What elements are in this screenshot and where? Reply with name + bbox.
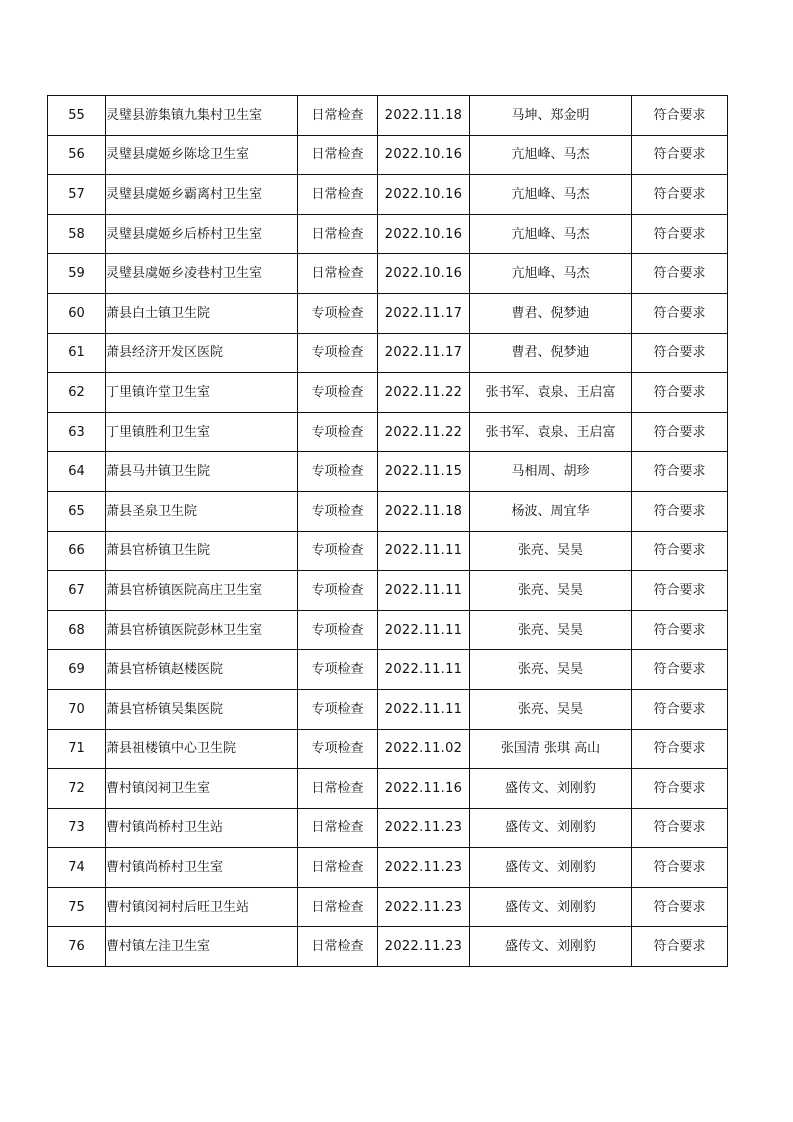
institution-name-cell: 萧县经济开发区医院 [106, 333, 298, 373]
row-number-cell: 58 [48, 214, 106, 254]
table-body [48, 96, 728, 967]
institution-name-cell: 曹村镇左洼卫生室 [106, 927, 298, 967]
inspection-result-cell: 符合要求 [632, 175, 728, 215]
inspection-result-cell: 符合要求 [632, 808, 728, 848]
inspection-date-cell: 2022.10.16 [378, 214, 470, 254]
institution-name-cell: 萧县官桥镇医院彭林卫生室 [106, 610, 298, 650]
row-number-cell: 66 [48, 531, 106, 571]
institution-name-cell: 灵璧县游集镇九集村卫生室 [106, 96, 298, 136]
inspection-date-cell: 2022.11.15 [378, 452, 470, 492]
inspection-type-cell: 日常检查 [298, 175, 378, 215]
inspection-type-cell: 专项检查 [298, 293, 378, 333]
table-row [48, 373, 728, 413]
inspection-result-cell: 符合要求 [632, 650, 728, 690]
inspection-result-cell: 符合要求 [632, 848, 728, 888]
inspectors-cell: 盛传文、刘刚豹 [470, 848, 632, 888]
institution-name-cell: 萧县祖楼镇中心卫生院 [106, 729, 298, 769]
institution-name-cell: 曹村镇尚桥村卫生站 [106, 808, 298, 848]
inspection-result-cell: 符合要求 [632, 333, 728, 373]
row-number-cell: 56 [48, 135, 106, 175]
institution-name-cell: 灵璧县虞姬乡凌巷村卫生室 [106, 254, 298, 294]
table-row [48, 808, 728, 848]
inspection-date-cell: 2022.11.23 [378, 887, 470, 927]
inspectors-cell: 曹君、倪梦迪 [470, 293, 632, 333]
institution-name-cell: 曹村镇尚桥村卫生室 [106, 848, 298, 888]
row-number-cell: 70 [48, 689, 106, 729]
inspection-date-cell: 2022.11.11 [378, 610, 470, 650]
table-row [48, 650, 728, 690]
inspection-result-cell: 符合要求 [632, 214, 728, 254]
inspection-type-cell: 专项检查 [298, 412, 378, 452]
row-number-cell: 74 [48, 848, 106, 888]
row-number-cell: 68 [48, 610, 106, 650]
table-row [48, 293, 728, 333]
inspection-result-cell: 符合要求 [632, 491, 728, 531]
inspectors-cell: 亢旭峰、马杰 [470, 214, 632, 254]
inspectors-cell: 张国清 张琪 高山 [470, 729, 632, 769]
institution-name-cell: 萧县白土镇卫生院 [106, 293, 298, 333]
inspection-type-cell: 专项检查 [298, 610, 378, 650]
row-number-cell: 76 [48, 927, 106, 967]
inspectors-cell: 盛传文、刘刚豹 [470, 769, 632, 809]
inspection-date-cell: 2022.11.23 [378, 927, 470, 967]
inspectors-cell: 盛传文、刘刚豹 [470, 808, 632, 848]
inspection-date-cell: 2022.11.17 [378, 293, 470, 333]
institution-name-cell: 萧县官桥镇医院高庄卫生室 [106, 571, 298, 611]
inspectors-cell: 盛传文、刘刚豹 [470, 887, 632, 927]
table-row [48, 610, 728, 650]
inspection-type-cell: 专项检查 [298, 689, 378, 729]
inspection-type-cell: 日常检查 [298, 887, 378, 927]
row-number-cell: 61 [48, 333, 106, 373]
table-row [48, 175, 728, 215]
inspection-result-cell: 符合要求 [632, 887, 728, 927]
inspection-type-cell: 专项检查 [298, 491, 378, 531]
table-row [48, 769, 728, 809]
row-number-cell: 67 [48, 571, 106, 611]
inspection-type-cell: 专项检查 [298, 333, 378, 373]
inspectors-cell: 亢旭峰、马杰 [470, 135, 632, 175]
inspection-date-cell: 2022.10.16 [378, 254, 470, 294]
table-row [48, 135, 728, 175]
inspection-result-cell: 符合要求 [632, 96, 728, 136]
inspection-table [47, 95, 728, 967]
inspection-type-cell: 日常检查 [298, 808, 378, 848]
institution-name-cell: 灵璧县虞姬乡霸离村卫生室 [106, 175, 298, 215]
inspection-date-cell: 2022.11.16 [378, 769, 470, 809]
inspectors-cell: 亢旭峰、马杰 [470, 254, 632, 294]
inspectors-cell: 张书军、袁泉、王启富 [470, 373, 632, 413]
institution-name-cell: 丁里镇许堂卫生室 [106, 373, 298, 413]
row-number-cell: 59 [48, 254, 106, 294]
inspection-type-cell: 日常检查 [298, 96, 378, 136]
inspection-type-cell: 日常检查 [298, 769, 378, 809]
row-number-cell: 69 [48, 650, 106, 690]
institution-name-cell: 萧县官桥镇卫生院 [106, 531, 298, 571]
inspection-date-cell: 2022.11.22 [378, 373, 470, 413]
inspection-type-cell: 日常检查 [298, 848, 378, 888]
institution-name-cell: 萧县马井镇卫生院 [106, 452, 298, 492]
table-row [48, 729, 728, 769]
table-row [48, 848, 728, 888]
inspection-result-cell: 符合要求 [632, 571, 728, 611]
inspectors-cell: 张亮、吴昊 [470, 610, 632, 650]
inspectors-cell: 亢旭峰、马杰 [470, 175, 632, 215]
institution-name-cell: 灵璧县虞姬乡陈埝卫生室 [106, 135, 298, 175]
institution-name-cell: 萧县圣泉卫生院 [106, 491, 298, 531]
table-row [48, 887, 728, 927]
inspectors-cell: 盛传文、刘刚豹 [470, 927, 632, 967]
table-row [48, 452, 728, 492]
row-number-cell: 64 [48, 452, 106, 492]
table-row [48, 927, 728, 967]
inspection-date-cell: 2022.11.18 [378, 491, 470, 531]
table-row [48, 531, 728, 571]
inspection-result-cell: 符合要求 [632, 293, 728, 333]
institution-name-cell: 丁里镇胜利卫生室 [106, 412, 298, 452]
inspection-date-cell: 2022.10.16 [378, 135, 470, 175]
row-number-cell: 75 [48, 887, 106, 927]
row-number-cell: 62 [48, 373, 106, 413]
table-row [48, 571, 728, 611]
inspection-result-cell: 符合要求 [632, 689, 728, 729]
inspection-date-cell: 2022.11.11 [378, 689, 470, 729]
inspectors-cell: 张亮、吴昊 [470, 689, 632, 729]
inspection-type-cell: 日常检查 [298, 254, 378, 294]
table-row [48, 333, 728, 373]
inspection-type-cell: 日常检查 [298, 135, 378, 175]
inspectors-cell: 张亮、吴昊 [470, 650, 632, 690]
row-number-cell: 71 [48, 729, 106, 769]
inspection-date-cell: 2022.11.18 [378, 96, 470, 136]
inspection-type-cell: 专项检查 [298, 571, 378, 611]
institution-name-cell: 灵璧县虞姬乡后桥村卫生室 [106, 214, 298, 254]
inspection-date-cell: 2022.11.23 [378, 808, 470, 848]
row-number-cell: 73 [48, 808, 106, 848]
row-number-cell: 72 [48, 769, 106, 809]
inspection-result-cell: 符合要求 [632, 135, 728, 175]
institution-name-cell: 萧县官桥镇赵楼医院 [106, 650, 298, 690]
inspectors-cell: 马相周、胡珍 [470, 452, 632, 492]
row-number-cell: 65 [48, 491, 106, 531]
inspection-type-cell: 专项检查 [298, 373, 378, 413]
inspection-date-cell: 2022.11.23 [378, 848, 470, 888]
inspectors-cell: 张书军、袁泉、王启富 [470, 412, 632, 452]
inspection-date-cell: 2022.11.11 [378, 650, 470, 690]
inspection-result-cell: 符合要求 [632, 452, 728, 492]
inspection-date-cell: 2022.11.11 [378, 571, 470, 611]
inspection-type-cell: 专项检查 [298, 531, 378, 571]
table-row [48, 214, 728, 254]
inspectors-cell: 马坤、郑金明 [470, 96, 632, 136]
inspection-result-cell: 符合要求 [632, 927, 728, 967]
inspection-date-cell: 2022.11.17 [378, 333, 470, 373]
table-row [48, 96, 728, 136]
inspectors-cell: 曹君、倪梦迪 [470, 333, 632, 373]
inspection-type-cell: 日常检查 [298, 927, 378, 967]
inspectors-cell: 张亮、吴昊 [470, 571, 632, 611]
inspection-type-cell: 日常检查 [298, 214, 378, 254]
institution-name-cell: 曹村镇闵祠村后旺卫生站 [106, 887, 298, 927]
inspection-result-cell: 符合要求 [632, 729, 728, 769]
row-number-cell: 55 [48, 96, 106, 136]
inspectors-cell: 杨波、周宜华 [470, 491, 632, 531]
institution-name-cell: 萧县官桥镇吴集医院 [106, 689, 298, 729]
row-number-cell: 57 [48, 175, 106, 215]
inspectors-cell: 张亮、吴昊 [470, 531, 632, 571]
inspection-type-cell: 专项检查 [298, 729, 378, 769]
inspection-result-cell: 符合要求 [632, 254, 728, 294]
inspection-result-cell: 符合要求 [632, 412, 728, 452]
inspection-type-cell: 专项检查 [298, 650, 378, 690]
inspection-result-cell: 符合要求 [632, 610, 728, 650]
row-number-cell: 63 [48, 412, 106, 452]
table-row [48, 254, 728, 294]
inspection-result-cell: 符合要求 [632, 373, 728, 413]
table-row [48, 689, 728, 729]
institution-name-cell: 曹村镇闵祠卫生室 [106, 769, 298, 809]
inspection-date-cell: 2022.10.16 [378, 175, 470, 215]
table-row [48, 491, 728, 531]
inspection-type-cell: 专项检查 [298, 452, 378, 492]
inspection-date-cell: 2022.11.11 [378, 531, 470, 571]
inspection-date-cell: 2022.11.02 [378, 729, 470, 769]
table-row [48, 412, 728, 452]
inspection-result-cell: 符合要求 [632, 769, 728, 809]
inspection-date-cell: 2022.11.22 [378, 412, 470, 452]
inspection-result-cell: 符合要求 [632, 531, 728, 571]
row-number-cell: 60 [48, 293, 106, 333]
